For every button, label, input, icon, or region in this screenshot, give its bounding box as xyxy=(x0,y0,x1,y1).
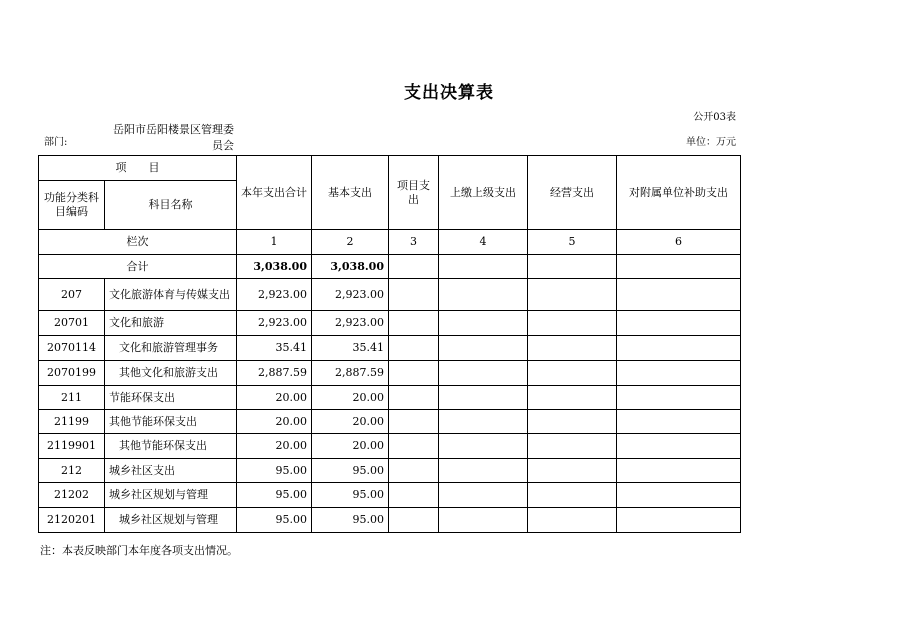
row-code: 211 xyxy=(39,386,105,410)
row-basic: 20.00 xyxy=(312,410,389,434)
row-basic: 2,923.00 xyxy=(312,311,389,336)
column-index: 6 xyxy=(617,230,741,255)
row-name: 文化旅游体育与传媒支出 xyxy=(105,279,237,311)
unit-label: 单位：万元 xyxy=(686,137,736,148)
row-basic: 95.00 xyxy=(312,459,389,483)
row-basic: 35.41 xyxy=(312,336,389,361)
table-row xyxy=(39,386,741,410)
row-basic: 95.00 xyxy=(312,508,389,533)
column-index: 2 xyxy=(312,230,389,255)
row-code: 2070114 xyxy=(39,336,105,361)
table-body xyxy=(39,279,741,533)
page-title: 支出决算表 xyxy=(404,83,494,103)
table-row xyxy=(39,336,741,361)
header-upper: 上缴上级支出 xyxy=(439,156,528,230)
column-index: 3 xyxy=(389,230,439,255)
row-code: 21199 xyxy=(39,410,105,434)
row-total: 2,923.00 xyxy=(237,279,312,311)
row-basic: 2,887.59 xyxy=(312,361,389,386)
header-item: 项 目 xyxy=(39,156,237,181)
table-row xyxy=(39,361,741,386)
row-name: 文化和旅游管理事务 xyxy=(105,336,237,361)
row-total: 35.41 xyxy=(237,336,312,361)
row-name: 城乡社区支出 xyxy=(105,459,237,483)
footnote: 注：本表反映部门本年度各项支出情况。 xyxy=(40,544,238,557)
row-name: 城乡社区规划与管理 xyxy=(105,508,237,533)
row-name: 城乡社区规划与管理 xyxy=(105,483,237,508)
row-total: 95.00 xyxy=(237,459,312,483)
table-row xyxy=(39,508,741,533)
row-code: 2120201 xyxy=(39,508,105,533)
table-row xyxy=(39,459,741,483)
header-total: 本年支出合计 xyxy=(237,156,312,230)
row-name: 其他文化和旅游支出 xyxy=(105,361,237,386)
column-index: 5 xyxy=(528,230,617,255)
row-code: 2070199 xyxy=(39,361,105,386)
column-index-label: 栏次 xyxy=(39,230,237,255)
table-row xyxy=(39,434,741,459)
sum-label: 合计 xyxy=(39,255,237,279)
row-code: 2119901 xyxy=(39,434,105,459)
department-value: 岳阳市岳阳楼景区管理委员会 xyxy=(113,123,234,152)
row-total: 95.00 xyxy=(237,483,312,508)
column-index: 4 xyxy=(439,230,528,255)
row-name: 文化和旅游 xyxy=(105,311,237,336)
header-subject-name: 科目名称 xyxy=(105,181,237,230)
header-basic: 基本支出 xyxy=(312,156,389,230)
table-row xyxy=(39,279,741,311)
row-code: 21202 xyxy=(39,483,105,508)
table-row xyxy=(39,483,741,508)
row-total: 2,923.00 xyxy=(237,311,312,336)
row-code: 20701 xyxy=(39,311,105,336)
row-total: 20.00 xyxy=(237,410,312,434)
row-total: 20.00 xyxy=(237,434,312,459)
row-basic: 20.00 xyxy=(312,434,389,459)
row-name: 其他节能环保支出 xyxy=(105,434,237,459)
sum-basic: 3,038.00 xyxy=(312,255,389,279)
row-total: 20.00 xyxy=(237,386,312,410)
sum-total: 3,038.00 xyxy=(237,255,312,279)
header-project: 项目支出 xyxy=(389,156,439,230)
row-total: 95.00 xyxy=(237,508,312,533)
column-index: 1 xyxy=(237,230,312,255)
row-name: 节能环保支出 xyxy=(105,386,237,410)
row-code: 212 xyxy=(39,459,105,483)
row-basic: 95.00 xyxy=(312,483,389,508)
row-name: 其他节能环保支出 xyxy=(105,410,237,434)
table-row xyxy=(39,311,741,336)
header-func-code: 功能分类科目编码 xyxy=(39,181,105,230)
department-label: 部门: xyxy=(44,137,68,148)
row-basic: 2,923.00 xyxy=(312,279,389,311)
header-subsidy: 对附属单位补助支出 xyxy=(617,156,741,230)
row-basic: 20.00 xyxy=(312,386,389,410)
table-row xyxy=(39,410,741,434)
row-total: 2,887.59 xyxy=(237,361,312,386)
header-business: 经营支出 xyxy=(528,156,617,230)
row-code: 207 xyxy=(39,279,105,311)
form-number: 公开03表 xyxy=(693,112,736,123)
expenditure-table xyxy=(38,155,741,533)
